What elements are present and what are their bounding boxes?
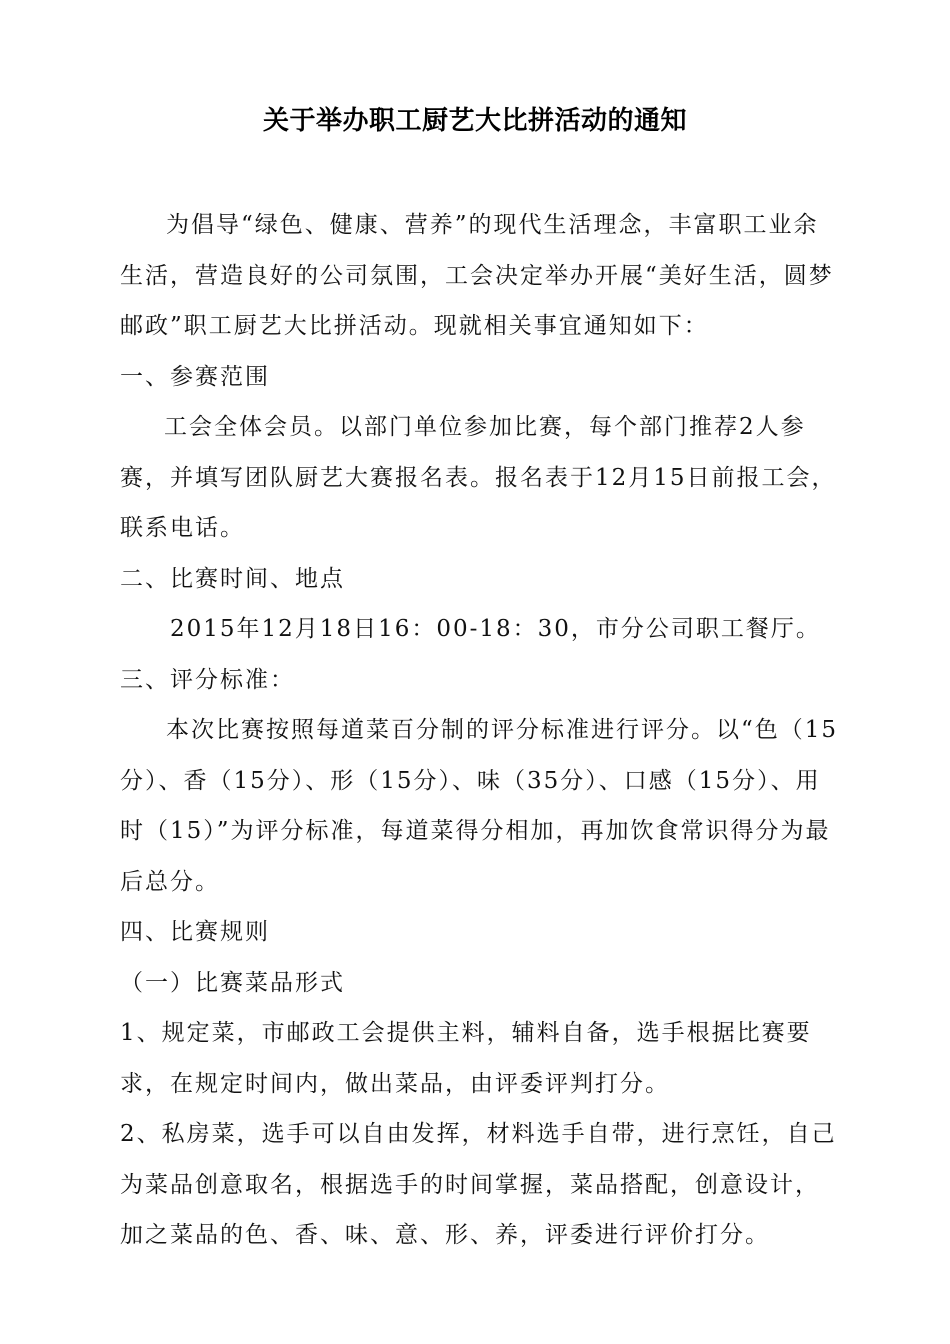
- document-title: 关于举办职工厨艺大比拼活动的通知: [262, 106, 687, 136]
- section-heading-time-place: 二、比赛时间、地点: [120, 565, 345, 592]
- document-body: [120, 200, 840, 1261]
- section-body-scoring: 本次比赛按照每道菜百分制的评分标准进行评分。以“色（15分）、香（15分）、形（15分）、味（35分）、口感（15分）、用时（15）”为评分标准，每道菜得分相加，再加饮食常识得分为最后总分。: [120, 717, 839, 895]
- section-heading-scope: 一、参赛范围: [120, 363, 270, 390]
- rules-item-1: 1、规定菜，市邮政工会提供主料，辅料自备，选手根据比赛要求，在规定时间内，做出菜品，由评委评判打分。: [120, 1020, 812, 1097]
- section-heading-rules: 四、比赛规则: [120, 919, 270, 945]
- rules-item-2: 2、私房菜，选手可以自由发挥，材料选手自带，进行烹饪，自己为菜品创意取名，根据选手的时间掌握，菜品搭配，创意设计，加之菜品的色、香、味、意、形、养，评委进行评价打分。: [120, 1121, 837, 1248]
- intro-paragraph: 为倡导“绿色、健康、营养”的现代生活理念，丰富职工业余生活，营造良好的公司氛围，工会决定举办开展“美好生活，圆梦邮政”职工厨艺大比拼活动。现就相关事宜通知如下：: [120, 212, 834, 339]
- section-body-scope: 工会全体会员。以部门单位参加比赛，每个部门推荐2人参赛，并填写团队厨艺大赛报名表。报名表于12月15日前报工会，联系电话。: [120, 414, 837, 541]
- section-body-time-place: 2015年12月18日16：00-18：30，市分公司职工餐厅。: [170, 616, 821, 642]
- section-heading-scoring: 三、评分标准：: [120, 666, 295, 693]
- rules-subheading: （一）比赛菜品形式: [120, 969, 345, 996]
